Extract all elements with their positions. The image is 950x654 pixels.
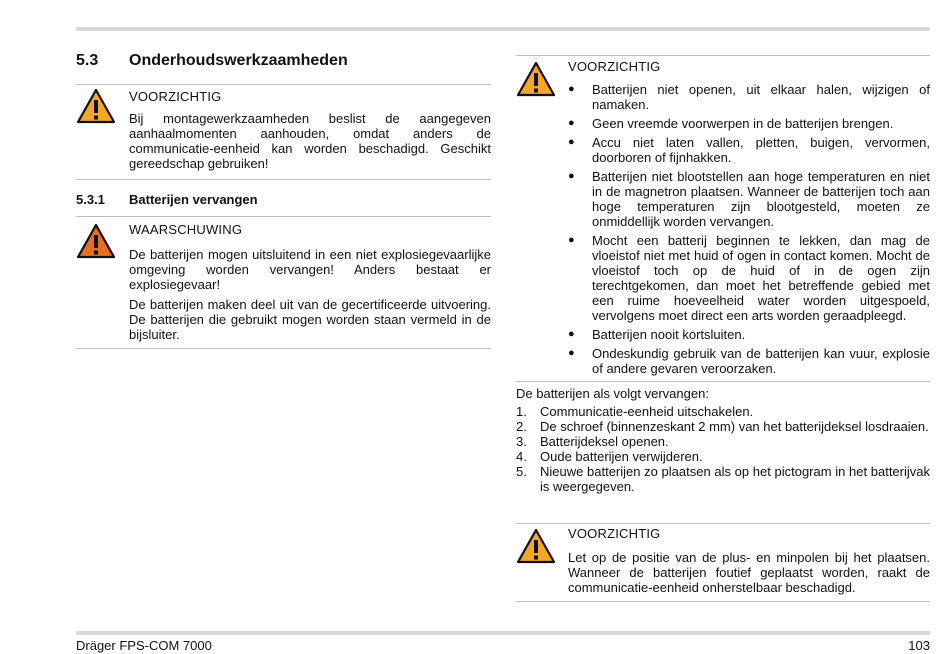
list-item: 1. Communicatie-eenheid uitschakelen. <box>516 404 754 419</box>
list-item: ● Batterijen nooit kortsluiten. <box>568 327 930 342</box>
list-item: ● Ondeskundig gebruik van de batterijen kan vuur, explosie of andere gevaren veroorzaken. <box>568 346 930 376</box>
page-number: 103 <box>908 638 930 653</box>
section-title: Onderhoudswerkzaamheden <box>129 52 348 69</box>
warning-icon <box>76 223 116 259</box>
list-item: ● Batterijen niet blootstellen aan hoge temperaturen en niet in de magnetron plaatsen. Wanneer de batterijen toch aan hoge temperaturen zijn blootgesteld, moeten ze onmiddellijk worden vervangen. <box>568 169 930 229</box>
warning-text-2: De batterijen maken deel uit van de gecertificeerde uitvoering. De batterijen die gebruikt mogen worden staan vermeld in de bijsluiter. <box>129 297 491 342</box>
subsection-number: 5.3.1 <box>76 192 105 207</box>
list-item: 4. Oude batterijen verwijderen. <box>516 449 703 464</box>
caution-label: VOORZICHTIG <box>568 526 661 541</box>
divider <box>516 55 930 56</box>
steps-intro: De batterijen als volgt vervangen: <box>516 386 709 401</box>
divider <box>516 381 930 382</box>
footer-rule <box>76 631 930 635</box>
caution-text: Let op de positie van de plus- en minpolen bij het plaatsen. Wanneer de batterijen foutief geplaatst worden, raakt de communicatie-eenheid onherstelbaar beschadigd. <box>568 550 930 595</box>
list-item: 5. Nieuwe batterijen zo plaatsen als op het pictogram in het batterijvak is weergegeven. <box>516 464 930 494</box>
list-item: ● Mocht een batterij beginnen te lekken, dan mag de vloeistof niet met huid of ogen in contact komen. Mocht de vloeistof toch op de huid of in de ogen zijn terechtgekomen, dan moet het betreffende gebied met een ruime hoeveelheid water worden uitgespoeld, vervolgens moet direct een arts worden geraadpleegd. <box>568 233 930 323</box>
steps-list <box>516 404 930 494</box>
caution-bullet-list <box>568 82 930 380</box>
caution-icon <box>516 61 556 97</box>
list-item: ● Accu niet laten vallen, pletten, buigen, vervormen, doorboren of fijnhakken. <box>568 135 930 165</box>
list-item: ● Geen vreemde voorwerpen in de batterijen brengen. <box>568 116 930 131</box>
warning-text-1: De batterijen mogen uitsluitend in een niet explosiegevaarlijke omgeving worden vervangen! Anders bestaat er explosiegevaar! <box>129 247 491 292</box>
caution-text: Bij montagewerkzaamheden beslist de aangegeven aanhaalmomenten aanhouden, omdat anders de communicatie-eenheid kan worden beschadigd. Geschikt gereedschap gebruiken! <box>129 111 491 171</box>
caution-icon <box>516 528 556 564</box>
caution-label: VOORZICHTIG <box>568 59 661 74</box>
caution-icon <box>76 88 116 124</box>
divider <box>76 348 491 349</box>
subsection-title: Batterijen vervangen <box>129 192 258 207</box>
divider <box>76 84 491 85</box>
divider <box>516 601 930 602</box>
header-rule <box>76 27 930 31</box>
list-item: ● Batterijen niet openen, uit elkaar halen, wijzigen of namaken. <box>568 82 930 112</box>
list-item: 2. De schroef (binnenzeskant 2 mm) van het batterijdeksel losdraaien. <box>516 419 929 434</box>
divider <box>76 216 491 217</box>
divider <box>76 179 491 180</box>
divider <box>516 523 930 524</box>
list-item: 3. Batterijdeksel openen. <box>516 434 669 449</box>
section-number: 5.3 <box>76 52 99 69</box>
warning-label: WAARSCHUWING <box>129 222 243 237</box>
caution-label: VOORZICHTIG <box>129 89 222 104</box>
footer-product: Dräger FPS-COM 7000 <box>76 638 212 653</box>
